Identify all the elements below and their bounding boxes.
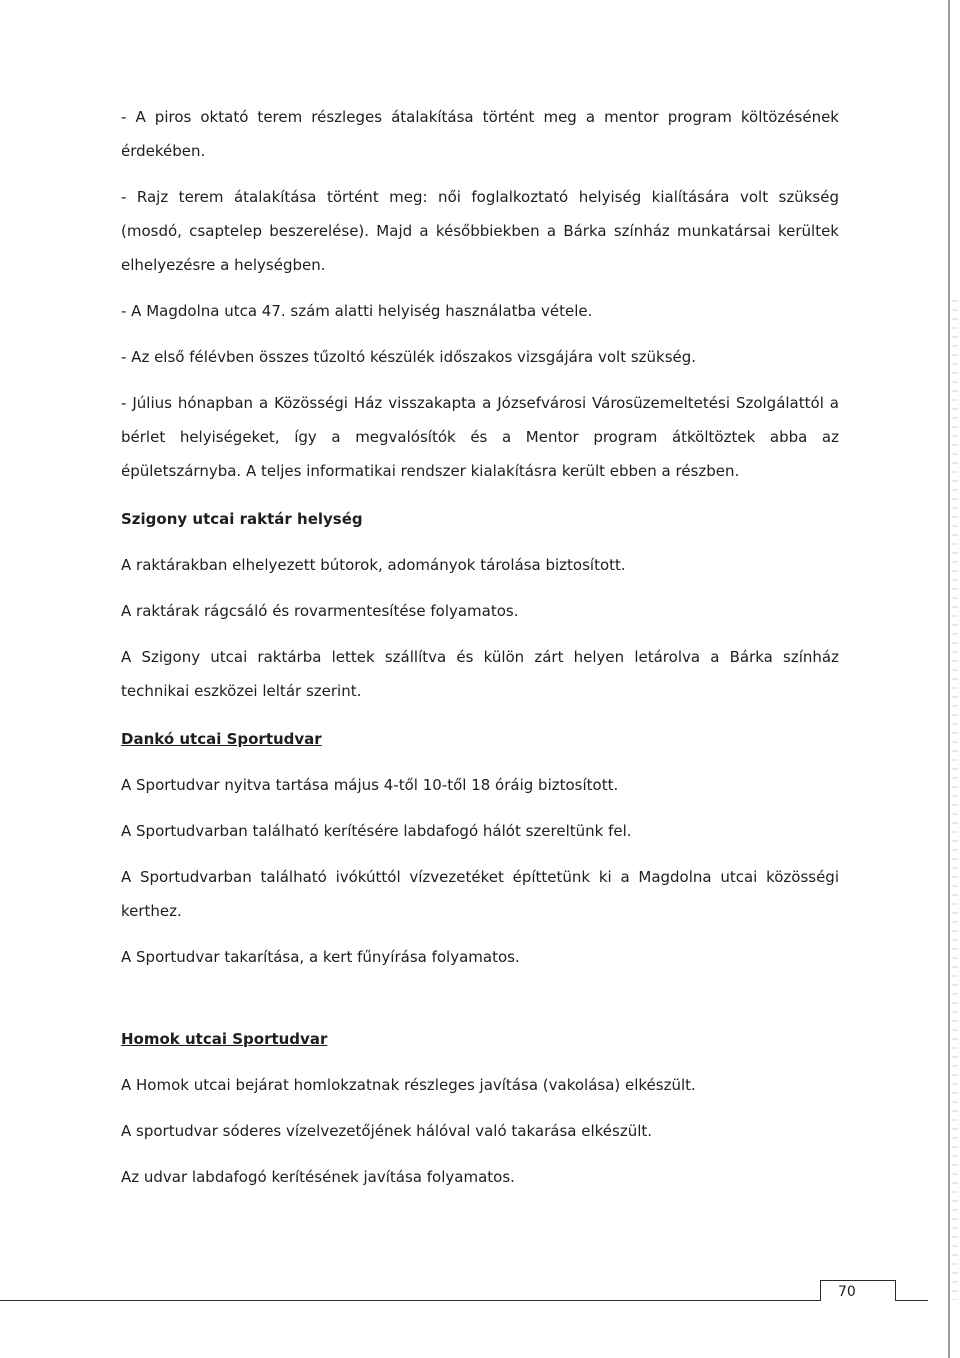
paragraph-homok-2: A sportudvar sóderes vízelvezetőjének hálóval való takarása elkészült. [121, 1122, 653, 1140]
paragraph-szigony-2: A raktárak rágcsáló és rovarmentesítése folyamatos. [121, 602, 519, 620]
scan-artifact [952, 300, 958, 1300]
paragraph-homok-3: Az udvar labdafogó kerítésének javítása folyamatos. [121, 1168, 515, 1186]
document-body [121, 100, 839, 1194]
paragraph-magdolna: - A Magdolna utca 47. szám alatti helyiség használatba vétele. [121, 302, 593, 320]
paragraph-szigony-1: A raktárakban elhelyezett bútorok, adományok tárolása biztosított. [121, 556, 626, 574]
heading-homok: Homok utcai Sportudvar [121, 1030, 328, 1048]
paragraph-rajz-terem: - Rajz terem átalakítása történt meg: női foglalkoztató helyiség kialítására volt szükség (mosdó, csaptelep beszerelése). Majd a későbbiekben a Bárka színház munkatársai kerültek elhelyezésre a helységben. [121, 188, 839, 274]
page-number-box [820, 1280, 896, 1301]
page-edge-line [948, 0, 950, 1358]
footer-rule [0, 1300, 928, 1301]
paragraph-tuzolto: - Az első félévben összes tűzoltó készülék időszakos vizsgájára volt szükség. [121, 348, 697, 366]
paragraph-danko-1: A Sportudvar nyitva tartása május 4-től 10-től 18 óráig biztosított. [121, 776, 619, 794]
paragraph-danko-3: A Sportudvarban található ivókúttól vízvezetéket építtetünk ki a Magdolna utcai közösségi kerthez. [121, 868, 839, 920]
heading-danko: Dankó utcai Sportudvar [121, 730, 322, 748]
heading-szigony: Szigony utcai raktár helység [121, 510, 363, 528]
page-number: 70 [838, 1284, 856, 1300]
paragraph-piros-terem: - A piros oktató terem részleges átalakítása történt meg a mentor program költözésének érdekében. [121, 108, 839, 160]
paragraph-homok-1: A Homok utcai bejárat homlokzatnak részleges javítása (vakolása) elkészült. [121, 1076, 696, 1094]
paragraph-danko-4: A Sportudvar takarítása, a kert fűnyírása folyamatos. [121, 948, 520, 966]
paragraph-danko-2: A Sportudvarban található kerítésére labdafogó hálót szereltünk fel. [121, 822, 632, 840]
paragraph-julius: - Július hónapban a Közösségi Ház visszakapta a Józsefvárosi Városüzemeltetési Szolgálattól a bérlet helyiségeket, így a megvalósítók és a Mentor program átköltöztek abba az épületszárnyba. A teljes informatikai rendszer kialakításra került ebben a részben. [121, 394, 839, 480]
paragraph-szigony-3: A Szigony utcai raktárba lettek szállítva és külön zárt helyen letárolva a Bárka színház technikai eszközei leltár szerint. [121, 648, 839, 700]
